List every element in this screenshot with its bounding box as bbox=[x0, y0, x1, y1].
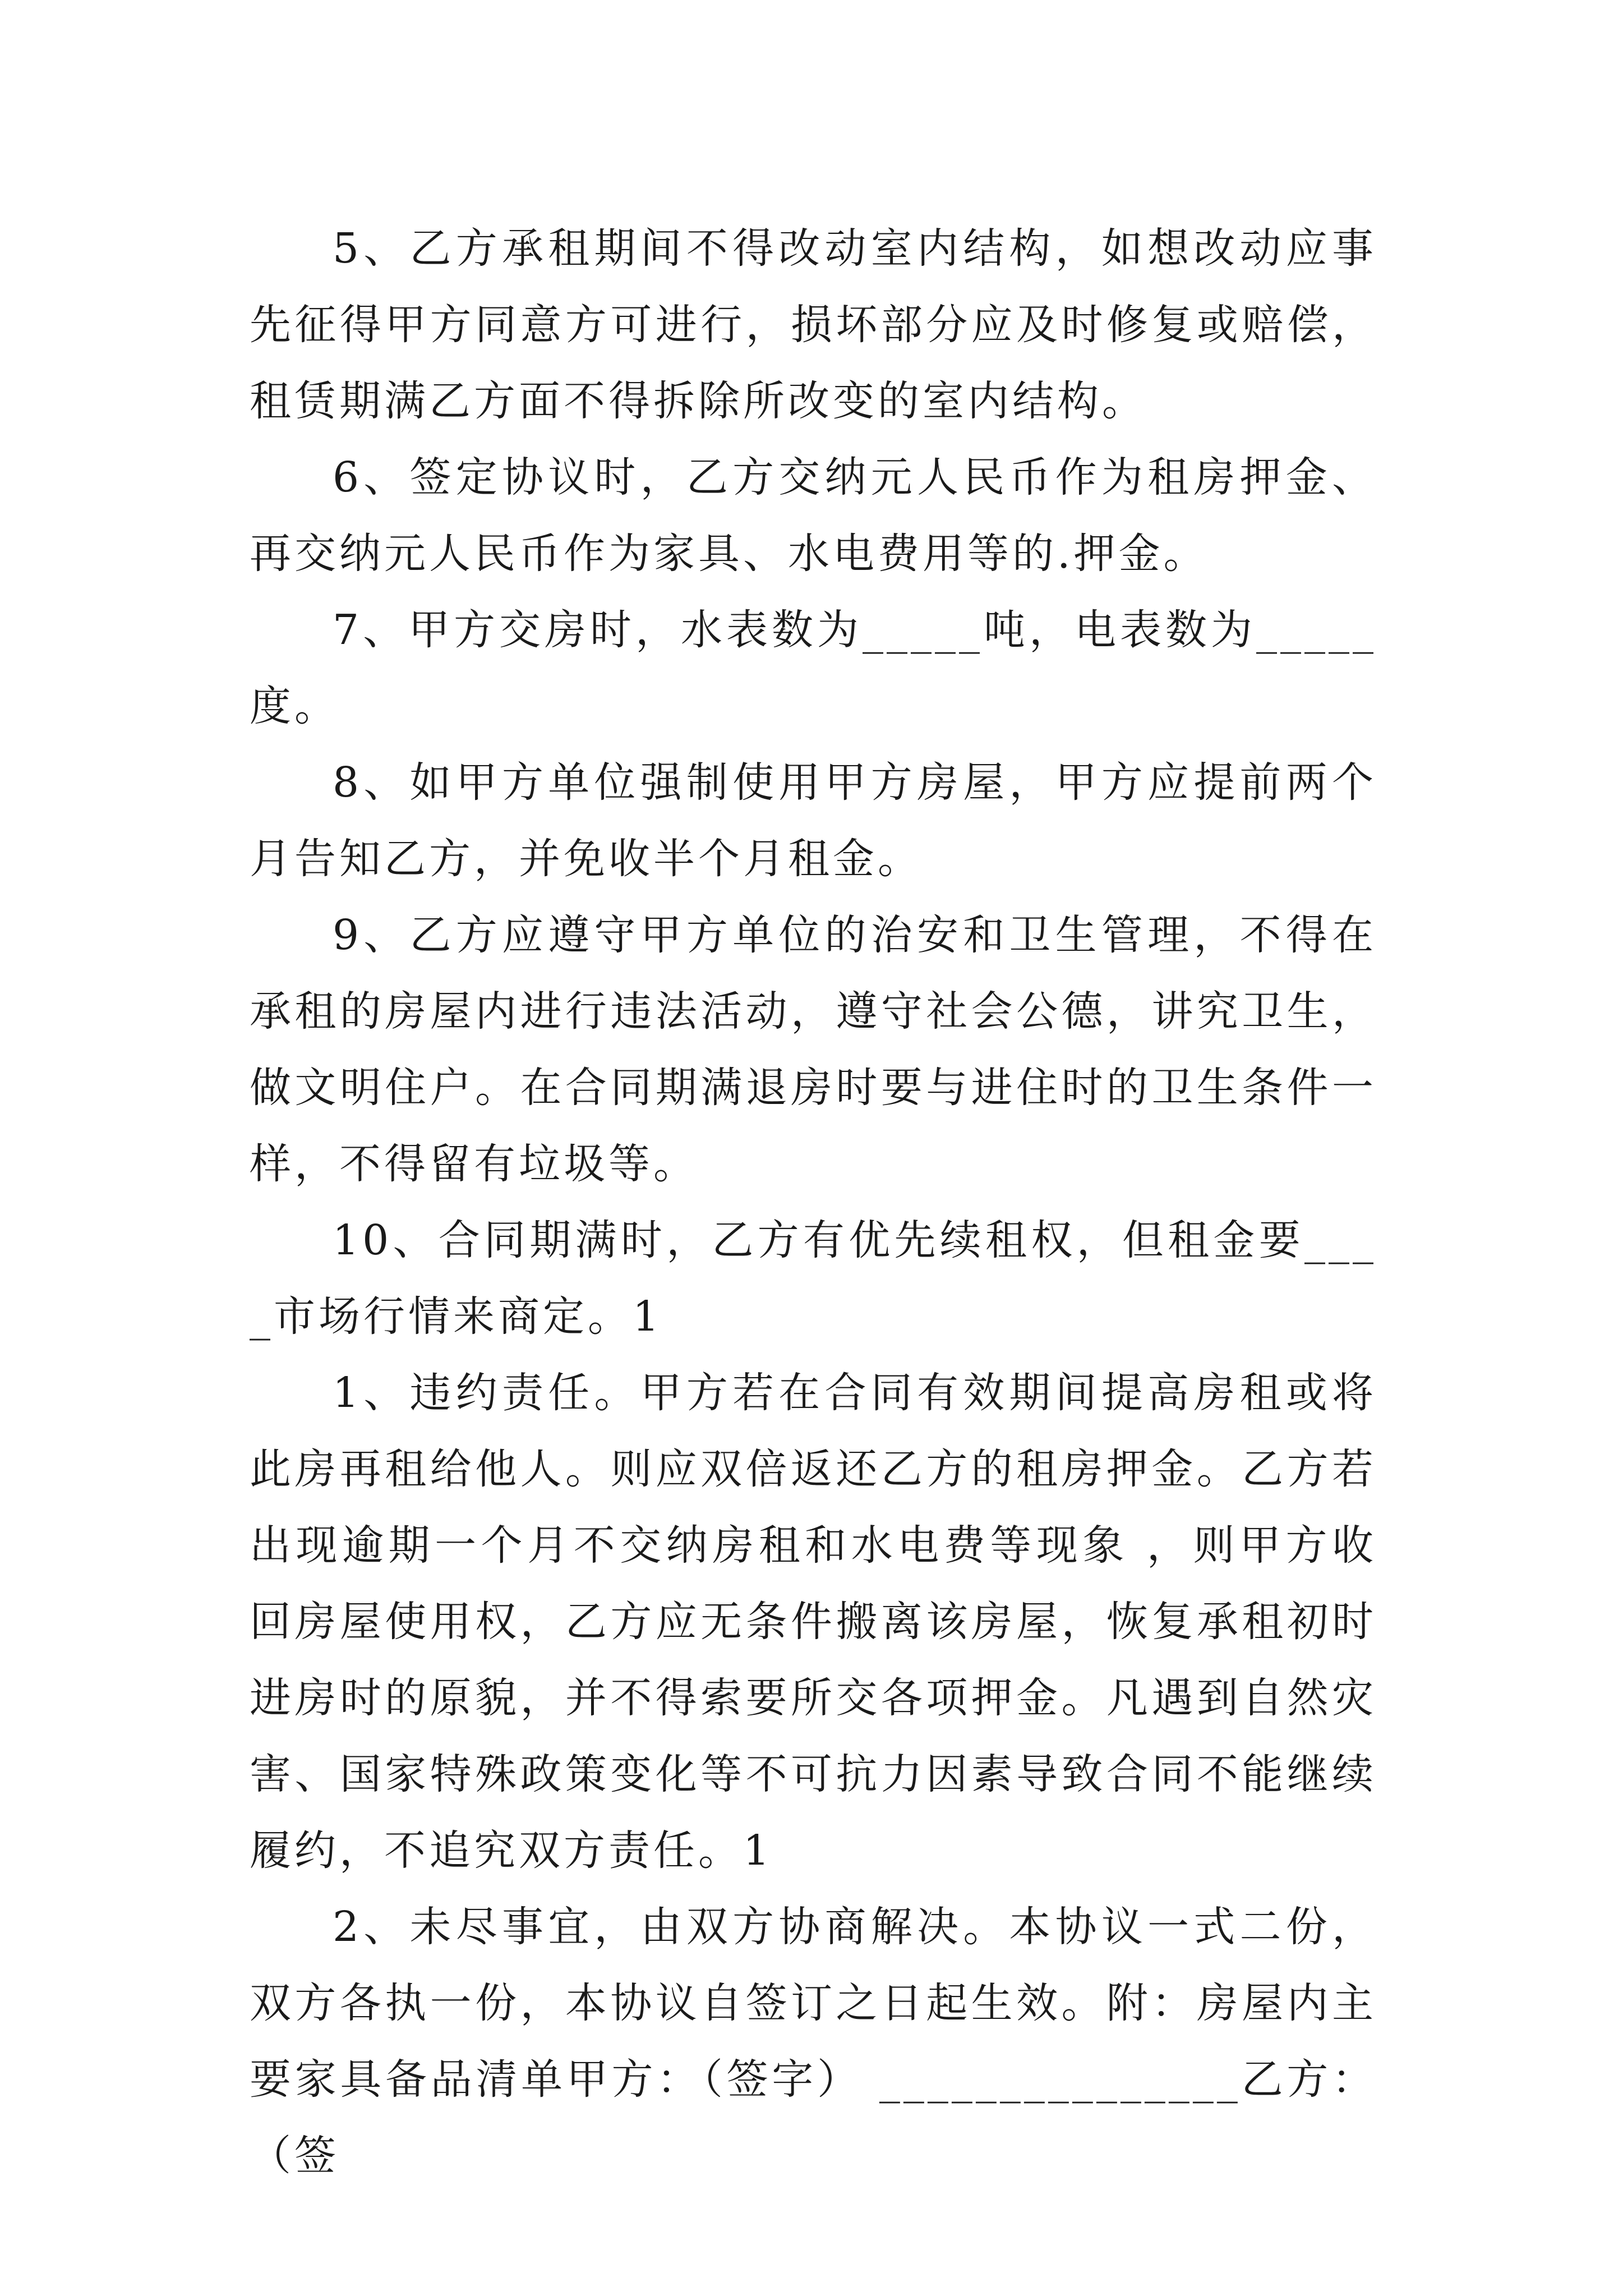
paragraph-clause-10: 10、合同期满时，乙方有优先续租权，但租金要____市场行情来商定。1 bbox=[250, 1216, 1377, 1341]
paragraph-clause-8: 8、如甲方单位强制使用甲方房屋，甲方应提前两个月告知乙方，并免收半个月租金。 bbox=[250, 758, 1377, 883]
paragraph-other-matters: 2、未尽事宜，由双方协商解决。本协议一式二份，双方各执一份，本协议自签订之日起生效。附：房屋内主要家具备品清单甲方：（签字） _______________乙方：（签 bbox=[250, 1903, 1377, 2180]
document-body bbox=[250, 210, 1377, 2194]
paragraph-clause-5: 5、乙方承租期间不得改动室内结构，如想改动应事先征得甲方同意方可进行，损坏部分应及时修复或赔偿，租赁期满乙方面不得拆除所改变的室内结构。 bbox=[250, 224, 1377, 425]
paragraph-clause-9: 9、乙方应遵守甲方单位的治安和卫生管理，不得在承租的房屋内进行违法活动，遵守社会公德，讲究卫生，做文明住户。在合同期满退房时要与进住时的卫生条件一样，不得留有垃圾等。 bbox=[250, 911, 1377, 1188]
paragraph-clause-7: 7、甲方交房时，水表数为_____吨，电表数为_____度。 bbox=[250, 606, 1377, 730]
paragraph-clause-6: 6、签定协议时，乙方交纳元人民币作为租房押金、再交纳元人民币作为家具、水电费用等的.押金。 bbox=[250, 453, 1377, 578]
paragraph-breach-liability: 1、违约责任。甲方若在合同有效期间提高房租或将此房再租给他人。则应双倍返还乙方的租房押金。乙方若出现逾期一个月不交纳房租和水电费等现象 ，则甲方收回房屋使用权，乙方应无条件搬离该房屋，恢复承租初时进房时的原貌，并不得索要所交各项押金。凡遇到自然灾害、国家特殊政策变化等不可抗力因素导致合同不能继续履约，不追究双方责任。1 bbox=[250, 1369, 1377, 1875]
